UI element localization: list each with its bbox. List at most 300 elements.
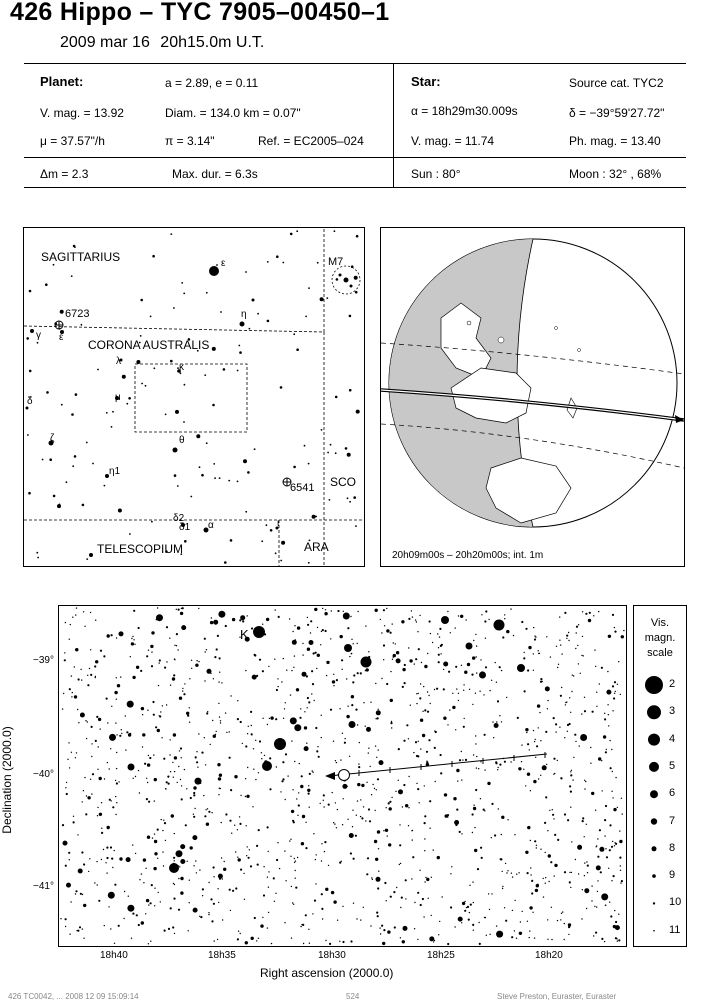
chart-star bbox=[94, 882, 95, 883]
chart-star bbox=[340, 759, 341, 760]
chart-star bbox=[545, 686, 550, 691]
finder-star bbox=[349, 315, 352, 318]
chart-star bbox=[501, 721, 502, 722]
chart-star bbox=[416, 703, 417, 704]
chart-star bbox=[216, 648, 218, 650]
chart-star bbox=[399, 864, 400, 865]
magnitude-scale-dots bbox=[634, 606, 686, 946]
chart-star bbox=[261, 758, 262, 759]
chart-star bbox=[538, 650, 539, 651]
chart-star bbox=[268, 851, 269, 852]
chart-star bbox=[181, 785, 182, 786]
chart-star bbox=[528, 646, 531, 649]
star-declination: δ = −39°59'27.72" bbox=[569, 106, 665, 120]
chart-star bbox=[461, 922, 462, 923]
chart-star bbox=[66, 883, 71, 888]
chart-star bbox=[163, 865, 164, 866]
chart-star bbox=[568, 632, 569, 633]
chart-star bbox=[320, 803, 321, 804]
chart-star bbox=[525, 851, 528, 854]
chart-star bbox=[189, 880, 190, 881]
chart-star bbox=[190, 797, 192, 799]
chart-star bbox=[424, 665, 427, 668]
chart-star bbox=[527, 743, 529, 745]
chart-star bbox=[608, 714, 609, 715]
chart-bright-star bbox=[466, 643, 473, 650]
magnitude-label: 4 bbox=[669, 732, 676, 745]
chart-star bbox=[347, 786, 348, 787]
chart-star bbox=[604, 713, 605, 714]
finder-star bbox=[304, 445, 306, 447]
finder-star bbox=[257, 313, 259, 315]
chart-star bbox=[511, 873, 512, 874]
chart-star bbox=[611, 791, 612, 792]
finder-star bbox=[151, 521, 153, 523]
chart-star bbox=[321, 893, 323, 895]
chart-star bbox=[534, 638, 536, 640]
finder-star bbox=[230, 539, 233, 542]
chart-star bbox=[550, 656, 551, 657]
chart-star bbox=[248, 857, 250, 859]
chart-star bbox=[82, 894, 83, 895]
label-alpha: α bbox=[208, 520, 214, 531]
chart-star bbox=[116, 768, 117, 769]
chart-star bbox=[165, 840, 166, 841]
chart-star bbox=[351, 704, 353, 706]
chart-star bbox=[480, 798, 481, 799]
chart-ylabel: Declination (2000.0) bbox=[0, 726, 14, 834]
chart-star bbox=[119, 857, 122, 860]
chart-star bbox=[250, 711, 252, 713]
chart-star bbox=[476, 645, 477, 646]
chart-star bbox=[118, 925, 120, 927]
chart-star bbox=[189, 902, 190, 903]
chart-star bbox=[320, 644, 321, 645]
chart-star bbox=[496, 925, 497, 926]
chart-star bbox=[350, 852, 352, 854]
chart-bright-star bbox=[169, 863, 179, 873]
chart-star bbox=[342, 733, 343, 734]
chart-star bbox=[252, 806, 253, 807]
chart-star bbox=[95, 660, 98, 663]
chart-star bbox=[424, 850, 425, 851]
chart-star bbox=[488, 619, 489, 620]
chart-star bbox=[207, 711, 208, 712]
chart-star bbox=[410, 705, 411, 706]
chart-star bbox=[316, 750, 318, 752]
chart-star bbox=[570, 887, 571, 888]
chart-star bbox=[360, 672, 362, 674]
chart-star bbox=[182, 690, 183, 691]
chart-star bbox=[554, 864, 557, 867]
chart-star bbox=[417, 755, 419, 757]
chart-star bbox=[235, 887, 237, 889]
chart-star bbox=[88, 871, 89, 872]
xtick-18h20: 18h20 bbox=[535, 950, 563, 961]
finder-star bbox=[349, 389, 352, 392]
chart-star bbox=[309, 943, 310, 944]
chart-star bbox=[569, 723, 571, 725]
chart-star bbox=[466, 672, 467, 673]
chart-star bbox=[469, 689, 470, 690]
chart-star bbox=[427, 691, 428, 692]
chart-star bbox=[299, 717, 301, 719]
chart-star bbox=[300, 708, 301, 709]
chart-star bbox=[77, 930, 79, 932]
magnitude-label: 6 bbox=[669, 787, 676, 800]
chart-star bbox=[224, 861, 225, 862]
chart-star bbox=[170, 739, 171, 740]
chart-star bbox=[314, 900, 316, 902]
chart-star bbox=[452, 706, 455, 709]
chart-star bbox=[611, 749, 612, 750]
chart-star bbox=[310, 632, 311, 633]
chart-star bbox=[247, 615, 248, 616]
chart-bright-star bbox=[517, 664, 525, 672]
magnitude-label: 5 bbox=[669, 759, 676, 772]
chart-star bbox=[299, 763, 300, 764]
chart-star bbox=[550, 861, 552, 863]
chart-star bbox=[177, 782, 178, 783]
chart-star bbox=[107, 762, 108, 763]
chart-star bbox=[60, 918, 61, 919]
chart-star bbox=[192, 835, 197, 840]
finder-star bbox=[237, 481, 239, 483]
chart-star bbox=[332, 792, 333, 793]
finder-star bbox=[53, 495, 56, 498]
chart-star bbox=[274, 659, 275, 660]
chart-star bbox=[408, 825, 409, 826]
chart-star bbox=[183, 693, 185, 695]
chart-star bbox=[497, 700, 499, 702]
label-sagittarius: SAGITTARIUS bbox=[41, 250, 121, 264]
chart-star bbox=[343, 798, 344, 799]
chart-star bbox=[258, 829, 260, 831]
chart-star bbox=[357, 783, 360, 786]
chart-star bbox=[491, 893, 492, 894]
chart-star bbox=[253, 769, 254, 770]
chart-star bbox=[187, 715, 188, 716]
magnitude-dot bbox=[645, 676, 663, 694]
magnitude-dot bbox=[653, 902, 655, 904]
finder-star bbox=[53, 264, 55, 266]
chart-star bbox=[506, 697, 507, 698]
chart-star bbox=[343, 613, 350, 620]
finder-star bbox=[330, 444, 332, 446]
chart-star bbox=[353, 674, 355, 676]
chart-star bbox=[85, 813, 87, 815]
chart-star bbox=[583, 655, 584, 656]
chart-star bbox=[330, 709, 332, 711]
chart-star bbox=[598, 611, 599, 612]
chart-star bbox=[414, 663, 415, 664]
chart-star bbox=[296, 688, 299, 691]
label-m7: M7 bbox=[328, 256, 344, 268]
chart-star bbox=[239, 619, 241, 621]
chart-star bbox=[414, 928, 415, 929]
planet-orbit: a = 2.89, e = 0.11 bbox=[165, 76, 259, 90]
chart-star bbox=[585, 781, 586, 782]
chart-star bbox=[486, 935, 487, 936]
chart-star bbox=[380, 933, 381, 934]
chart-star bbox=[220, 720, 221, 721]
finder-star bbox=[73, 245, 76, 248]
chart-star bbox=[531, 880, 533, 882]
chart-star bbox=[107, 826, 110, 829]
chart-star bbox=[614, 910, 615, 911]
chart-star bbox=[336, 679, 338, 681]
chart-star bbox=[571, 872, 572, 873]
chart-star bbox=[286, 670, 287, 671]
chart-star bbox=[370, 925, 371, 926]
chart-star bbox=[172, 762, 173, 763]
chart-star bbox=[117, 684, 120, 687]
chart-star bbox=[316, 668, 317, 669]
chart-star bbox=[180, 859, 185, 864]
chart-star bbox=[443, 717, 446, 720]
chart-star bbox=[229, 889, 231, 891]
chart-star bbox=[232, 618, 235, 621]
chart-star bbox=[375, 683, 376, 684]
chart-star bbox=[91, 756, 92, 757]
chart-star bbox=[205, 651, 206, 652]
chart-star bbox=[140, 670, 142, 672]
chart-star bbox=[240, 721, 242, 723]
chart-star bbox=[529, 937, 530, 938]
finder-star bbox=[308, 562, 310, 564]
chart-star bbox=[615, 921, 617, 923]
chart-star bbox=[285, 702, 286, 703]
chart-star bbox=[287, 775, 288, 776]
chart-star bbox=[538, 778, 539, 779]
chart-star bbox=[365, 820, 366, 821]
chart-star bbox=[246, 825, 247, 826]
chart-star bbox=[95, 677, 96, 678]
finder-star bbox=[293, 333, 295, 335]
chart-star bbox=[601, 760, 602, 761]
chart-star bbox=[174, 771, 175, 772]
finder-star bbox=[97, 369, 99, 371]
chart-star bbox=[368, 651, 369, 652]
chart-star bbox=[561, 653, 562, 654]
finder-star bbox=[212, 404, 215, 407]
chart-star bbox=[523, 769, 524, 770]
chart-star bbox=[568, 926, 570, 928]
chart-star bbox=[162, 705, 163, 706]
chart-star bbox=[473, 930, 474, 931]
chart-star bbox=[276, 689, 278, 691]
chart-star bbox=[324, 851, 325, 852]
chart-star bbox=[421, 662, 422, 663]
chart-star bbox=[186, 788, 187, 789]
chart-star bbox=[116, 782, 118, 784]
chart-star bbox=[304, 746, 309, 751]
chart-star bbox=[142, 733, 145, 736]
event-datetime bbox=[60, 34, 264, 52]
chart-star bbox=[294, 862, 295, 863]
chart-star bbox=[347, 627, 349, 629]
chart-star bbox=[98, 718, 101, 721]
chart-star bbox=[177, 649, 178, 650]
chart-star bbox=[199, 869, 200, 870]
chart-star bbox=[168, 783, 170, 785]
chart-star bbox=[428, 695, 429, 696]
chart-star bbox=[322, 629, 324, 631]
asteroid-path-arrow bbox=[325, 772, 335, 780]
chart-star bbox=[472, 813, 474, 815]
chart-star bbox=[551, 939, 552, 940]
chart-star bbox=[193, 908, 198, 913]
label-ara: ARA bbox=[304, 540, 329, 554]
chart-star bbox=[527, 669, 529, 671]
chart-star bbox=[114, 850, 115, 851]
chart-star bbox=[118, 781, 119, 782]
finder-star bbox=[270, 529, 273, 532]
chart-star bbox=[110, 846, 112, 848]
chart-star bbox=[543, 896, 544, 897]
chart-star bbox=[160, 711, 161, 712]
chart-star bbox=[213, 620, 218, 625]
chart-star bbox=[481, 857, 483, 859]
chart-star bbox=[485, 638, 486, 639]
chart-star bbox=[89, 668, 90, 669]
chart-star bbox=[487, 782, 490, 785]
chart-star bbox=[173, 674, 175, 676]
chart-star bbox=[295, 860, 296, 861]
chart-star bbox=[247, 733, 248, 734]
chart-star bbox=[423, 916, 424, 917]
chart-star bbox=[562, 911, 563, 912]
chart-star bbox=[355, 835, 357, 837]
chart-star bbox=[317, 746, 318, 747]
chart-star bbox=[63, 693, 64, 694]
chart-star bbox=[484, 810, 485, 811]
chart-star bbox=[166, 781, 168, 783]
magnitude-dot bbox=[652, 874, 656, 878]
chart-star bbox=[546, 764, 547, 765]
chart-star bbox=[472, 881, 473, 882]
chart-star bbox=[210, 621, 213, 624]
chart-star bbox=[416, 621, 417, 622]
finder-star bbox=[42, 459, 44, 461]
chart-star bbox=[81, 679, 82, 680]
chart-star bbox=[196, 660, 197, 661]
chart-star bbox=[604, 835, 605, 836]
chart-star bbox=[597, 891, 598, 892]
chart-star bbox=[277, 686, 278, 687]
chart-star bbox=[350, 940, 352, 942]
chart-star bbox=[281, 681, 282, 682]
chart-star bbox=[335, 802, 336, 803]
chart-star bbox=[491, 837, 492, 838]
chart-star bbox=[540, 678, 542, 680]
chart-star bbox=[323, 794, 325, 796]
chart-star bbox=[204, 680, 205, 681]
finder-star bbox=[220, 311, 222, 313]
chart-star bbox=[306, 675, 308, 677]
chart-star bbox=[250, 865, 252, 867]
chart-star bbox=[322, 608, 323, 609]
chart-star bbox=[597, 838, 598, 839]
chart-star bbox=[222, 878, 223, 879]
chart-star bbox=[388, 843, 391, 846]
chart-star bbox=[609, 824, 611, 826]
chart-star bbox=[433, 941, 434, 942]
chart-star bbox=[500, 858, 502, 860]
chart-star bbox=[143, 858, 146, 861]
chart-star bbox=[172, 926, 174, 928]
finder-star bbox=[86, 558, 88, 560]
chart-star bbox=[429, 620, 431, 622]
chart-star bbox=[390, 632, 392, 634]
chart-star bbox=[223, 868, 226, 871]
event-time: 20h15.0m U.T. bbox=[160, 34, 265, 51]
finder-star bbox=[75, 393, 78, 396]
chart-star bbox=[84, 777, 85, 778]
chart-star bbox=[560, 919, 561, 920]
chart-star bbox=[389, 807, 392, 810]
chart-star bbox=[230, 695, 231, 696]
chart-star bbox=[70, 624, 71, 625]
chart-star bbox=[530, 840, 531, 841]
chart-star bbox=[402, 686, 404, 688]
finder-star bbox=[27, 434, 29, 436]
chart-star bbox=[419, 697, 421, 699]
chart-star bbox=[505, 920, 507, 922]
chart-star bbox=[357, 611, 358, 612]
chart-star bbox=[190, 846, 193, 849]
chart-star bbox=[204, 737, 205, 738]
magnitude-dot bbox=[647, 705, 661, 719]
chart-star bbox=[415, 619, 416, 620]
chart-star bbox=[69, 688, 71, 690]
chart-star bbox=[613, 697, 615, 699]
chart-star bbox=[222, 919, 223, 920]
chart-star bbox=[473, 640, 474, 641]
chart-star bbox=[179, 697, 182, 700]
chart-star bbox=[91, 793, 92, 794]
chart-star bbox=[157, 607, 158, 608]
finder-star bbox=[72, 465, 74, 467]
chart-star bbox=[346, 715, 349, 718]
chart-star bbox=[193, 814, 194, 815]
chart-star bbox=[399, 824, 400, 825]
chart-star bbox=[505, 863, 506, 864]
chart-star bbox=[520, 921, 521, 922]
chart-star bbox=[450, 873, 451, 874]
chart-star bbox=[386, 807, 387, 808]
chart-star bbox=[398, 789, 403, 794]
chart-bright-star bbox=[494, 620, 505, 631]
chart-star bbox=[237, 857, 238, 858]
chart-star bbox=[147, 763, 150, 766]
chart-star bbox=[146, 899, 149, 902]
planet-motion: μ = 37.57"/h bbox=[40, 134, 105, 148]
chart-star bbox=[334, 823, 335, 824]
chart-star bbox=[480, 761, 481, 762]
chart-star bbox=[547, 830, 548, 831]
chart-star bbox=[584, 710, 586, 712]
chart-star bbox=[604, 718, 606, 720]
chart-star bbox=[119, 631, 124, 636]
finder-star bbox=[238, 345, 240, 347]
chart-star bbox=[614, 845, 615, 846]
chart-star bbox=[101, 802, 102, 803]
chart-star bbox=[578, 873, 579, 874]
chart-star bbox=[557, 839, 559, 841]
chart-star bbox=[83, 790, 84, 791]
planet-vmag: V. mag. = 13.92 bbox=[40, 106, 124, 120]
